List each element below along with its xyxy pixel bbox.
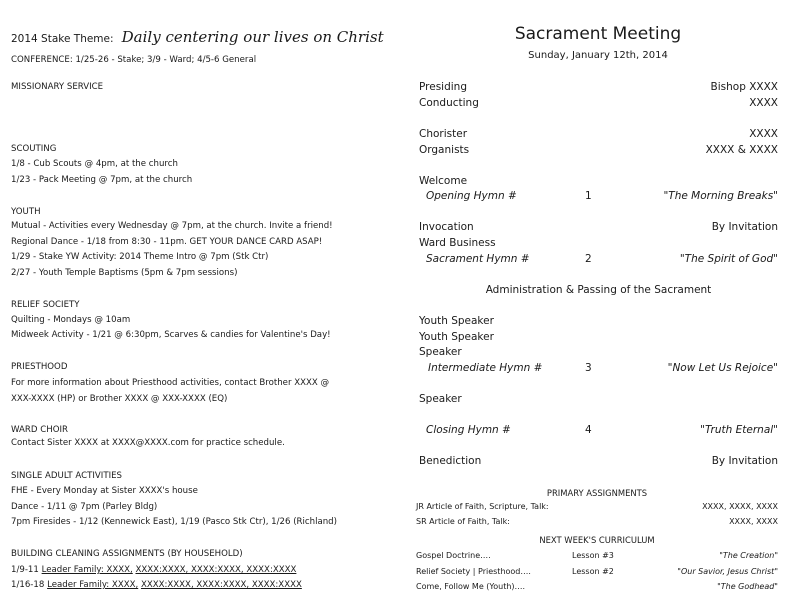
sacrament-hymn-label: Sacrament Hymn # — [426, 253, 530, 265]
closing-hymn-title: "Truth Eternal" — [700, 424, 778, 436]
conducting-label: Conducting — [419, 97, 479, 109]
scouting-item: 1/23 - Pack Meeting @ 7pm, at the church — [11, 175, 193, 185]
organists-value: XXXX & XXXX — [705, 144, 778, 156]
ward-choir-text: Contact Sister XXXX at XXXX@XXXX.com for practice schedule. — [11, 438, 285, 448]
single-adult-item: Dance - 1/11 @ 7pm (Parley Bldg) — [11, 502, 158, 512]
presiding-label: Presiding — [419, 81, 467, 93]
invocation-value: By Invitation — [711, 221, 778, 233]
opening-hymn-number: 1 — [585, 190, 592, 202]
cleaning-families: XXXX:XXXX, XXXX:XXXX, XXXX:XXXX — [135, 565, 297, 575]
cleaning-date: 1/16-18 — [11, 580, 45, 590]
organists-label: Organists — [419, 144, 470, 156]
theme-label: 2014 Stake Theme: — [11, 33, 114, 45]
cleaning-row — [11, 565, 296, 575]
program-date: Sunday, January 12th, 2014 — [528, 50, 668, 61]
single-adult-item: 7pm Firesides - 1/12 (Kennewick East), 1/19 (Pasco Stk Ctr), 1/26 (Richland) — [11, 517, 337, 527]
jr-label: JR Article of Faith, Scripture, Talk: — [416, 502, 549, 511]
administration-line: Administration & Passing of the Sacrament — [485, 284, 712, 296]
closing-hymn-label: Closing Hymn # — [426, 424, 511, 436]
curriculum-title: "The Creation" — [719, 551, 778, 560]
sr-value: XXXX, XXXX — [729, 517, 778, 526]
priesthood-text: For more information about Priesthood activities, contact Brother XXXX @ XXX-XXXX (HP) or Brother XXXX @ XXX-XXXX (EQ) — [11, 378, 330, 404]
ward-choir-heading: WARD CHOIR — [11, 425, 68, 435]
ward-business-label: Ward Business — [419, 237, 496, 249]
youth-speaker-label: Youth Speaker — [419, 315, 494, 327]
youth-item: Mutual - Activities every Wednesday @ 7pm, at the church. Invite a friend! — [11, 221, 333, 231]
invocation-label: Invocation — [419, 221, 474, 233]
theme-text: Daily centering our lives on Christ — [121, 28, 384, 46]
cleaning-heading: BUILDING CLEANING ASSIGNMENTS (BY HOUSEHOLD) — [11, 549, 243, 559]
single-adult-heading: SINGLE ADULT ACTIVITIES — [11, 471, 122, 481]
presiding-value: Bishop XXXX — [710, 81, 778, 93]
speaker-label: Speaker — [419, 346, 462, 358]
curriculum-title: "Our Savior, Jesus Christ" — [677, 567, 778, 576]
youth-item: 1/29 - Stake YW Activity: 2014 Theme Intro @ 7pm (Stk Ctr) — [11, 252, 269, 262]
intermediate-hymn-number: 3 — [585, 362, 592, 374]
cleaning-families: XXXX:XXXX, XXXX:XXXX, XXXX:XXXX — [140, 580, 302, 590]
priesthood-heading: PRIESTHOOD — [11, 362, 68, 372]
youth-item: Regional Dance - 1/18 from 8:30 - 11pm. GET YOUR DANCE CARD ASAP! — [11, 237, 323, 247]
opening-hymn-title: "The Morning Breaks" — [663, 190, 778, 202]
sacrament-hymn-title: "The Spirit of God" — [679, 253, 778, 265]
cleaning-leader: Leader Family: XXXX, — [47, 580, 139, 590]
youth-speaker-label: Youth Speaker — [419, 331, 494, 343]
curriculum-course: Come, Follow Me (Youth)…. — [416, 582, 526, 591]
closing-hymn-number: 4 — [585, 424, 592, 436]
cleaning-leader: Leader Family: XXXX, — [41, 565, 133, 575]
conference-line: CONFERENCE: 1/25-26 - Stake; 3/9 - Ward; 4/5-6 General — [11, 55, 257, 65]
scouting-item: 1/8 - Cub Scouts @ 4pm, at the church — [11, 159, 178, 169]
opening-hymn-label: Opening Hymn # — [426, 190, 517, 202]
intermediate-hymn-label: Intermediate Hymn # — [428, 362, 543, 374]
conducting-value: XXXX — [749, 97, 778, 109]
chorister-value: XXXX — [749, 128, 778, 140]
cleaning-row — [11, 580, 302, 590]
relief-society-item: Midweek Activity - 1/21 @ 6:30pm, Scarves & candies for Valentine's Day! — [11, 330, 331, 340]
curriculum-title: "The Godhead" — [717, 582, 778, 591]
sacrament-hymn-number: 2 — [585, 253, 592, 265]
chorister-label: Chorister — [419, 128, 468, 140]
stake-theme — [11, 27, 384, 46]
relief-society-heading: RELIEF SOCIETY — [11, 300, 80, 310]
single-adult-item: FHE - Every Monday at Sister XXXX's house — [11, 486, 198, 496]
benediction-label: Benediction — [419, 455, 482, 467]
relief-society-item: Quilting - Mondays @ 10am — [11, 315, 131, 325]
curriculum-lesson: Lesson #3 — [572, 551, 614, 560]
benediction-value: By Invitation — [711, 455, 778, 467]
cleaning-date: 1/9-11 — [11, 565, 39, 575]
program-title: Sacrament Meeting — [514, 24, 682, 44]
missionary-heading: MISSIONARY SERVICE — [11, 82, 104, 92]
sr-label: SR Article of Faith, Talk: — [416, 517, 510, 526]
curriculum-course: Relief Society | Priesthood…. — [416, 567, 531, 576]
intermediate-hymn-title: "Now Let Us Rejoice" — [667, 362, 778, 374]
youth-heading: YOUTH — [11, 207, 41, 217]
youth-item: 2/27 - Youth Temple Baptisms (5pm & 7pm sessions) — [11, 268, 238, 278]
primary-heading: PRIMARY ASSIGNMENTS — [546, 488, 648, 498]
curriculum-course: Gospel Doctrine…. — [416, 551, 491, 560]
jr-value: XXXX, XXXX, XXXX — [702, 502, 778, 511]
scouting-heading: SCOUTING — [11, 144, 57, 154]
curriculum-heading: NEXT WEEK'S CURRICULUM — [539, 535, 655, 545]
welcome-label: Welcome — [419, 175, 468, 187]
curriculum-lesson: Lesson #2 — [572, 567, 614, 576]
speaker-label: Speaker — [419, 393, 462, 405]
